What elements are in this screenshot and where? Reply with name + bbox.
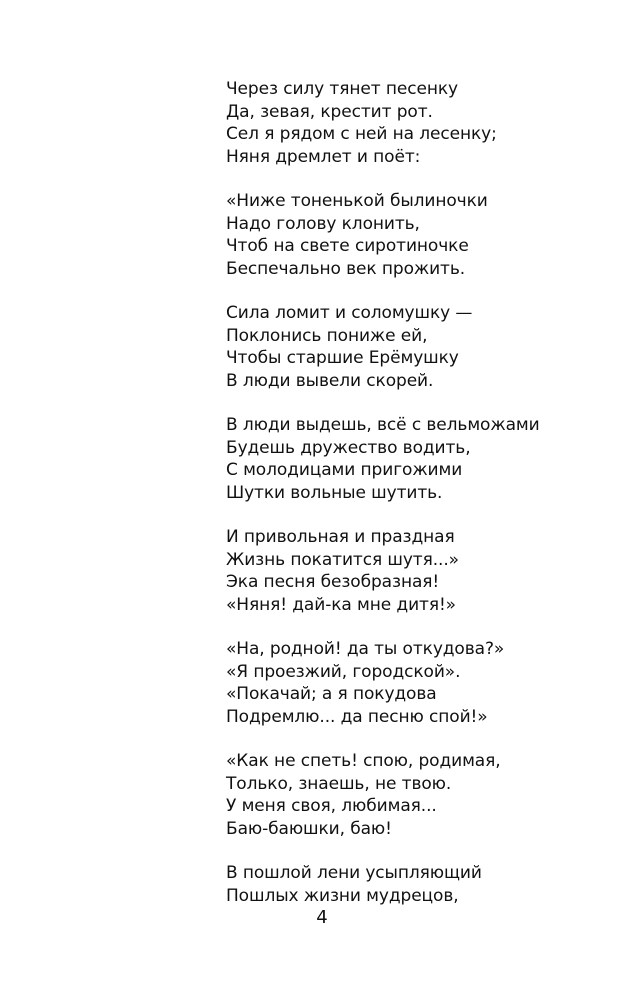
poem-line: Беспечально век прожить. bbox=[226, 258, 466, 279]
stanza bbox=[226, 302, 626, 392]
poem-line: Через силу тянет песенку bbox=[226, 79, 458, 99]
poem-line: Да, зевая, крестит рот. bbox=[226, 101, 433, 122]
page-number: 4 bbox=[316, 907, 328, 928]
poem-line: Эка песня безобразная! bbox=[226, 572, 440, 592]
poem-line: И привольная и праздная bbox=[226, 527, 455, 547]
poem-line: Будешь дружество водить, bbox=[226, 437, 471, 458]
poem-line: «Как не спеть! спою, родимая, bbox=[226, 751, 501, 771]
poem-line: Жизнь покатится шутя...» bbox=[226, 549, 459, 570]
poem-line: «На, родной! да ты откудова?» bbox=[226, 639, 505, 659]
stanza bbox=[226, 414, 626, 504]
poem-line: У меня своя, любимая... bbox=[226, 796, 437, 816]
poem-line: Пошлых жизни мудрецов, bbox=[226, 885, 459, 906]
poem-line: В пошлой лени усыпляющий bbox=[226, 863, 482, 883]
poem-line: Поклонись пониже ей, bbox=[226, 325, 428, 346]
stanza bbox=[226, 78, 626, 168]
poem-line: Сел я рядом с ней на лесенку; bbox=[226, 124, 497, 144]
poem-line: Только, знаешь, не твою. bbox=[226, 773, 452, 794]
stanza bbox=[226, 526, 626, 616]
poem-line: Подремлю... да песню спой!» bbox=[226, 706, 488, 727]
stanza bbox=[226, 190, 626, 280]
poem-line: «Я проезжий, городской». bbox=[226, 661, 461, 682]
stanza bbox=[226, 750, 626, 840]
poem-line: Шутки вольные шутить. bbox=[226, 482, 443, 503]
stanza bbox=[226, 638, 626, 728]
poem-line: Чтобы старшие Ерёмушку bbox=[226, 348, 459, 368]
stanza bbox=[226, 862, 626, 907]
poem-line: В люди вывели скорей. bbox=[226, 370, 434, 391]
poem-text bbox=[226, 78, 626, 929]
poem-line: В люди выдешь, всё с вельможами bbox=[226, 415, 540, 435]
poem-line: С молодицами пригожими bbox=[226, 460, 463, 480]
poem-line: «Покачай; а я покудова bbox=[226, 684, 437, 704]
poem-line: «Няня! дай-ка мне дитя!» bbox=[226, 594, 456, 615]
poem-line: Чтоб на свете сиротиночке bbox=[226, 236, 469, 256]
poem-line: Няня дремлет и поёт: bbox=[226, 146, 421, 167]
poem-line: «Ниже тоненькой былиночки bbox=[226, 191, 488, 211]
poem-line: Сила ломит и соломушку — bbox=[226, 303, 473, 323]
poem-line: Баю-баюшки, баю! bbox=[226, 818, 392, 839]
poem-line: Надо голову клонить, bbox=[226, 213, 420, 234]
